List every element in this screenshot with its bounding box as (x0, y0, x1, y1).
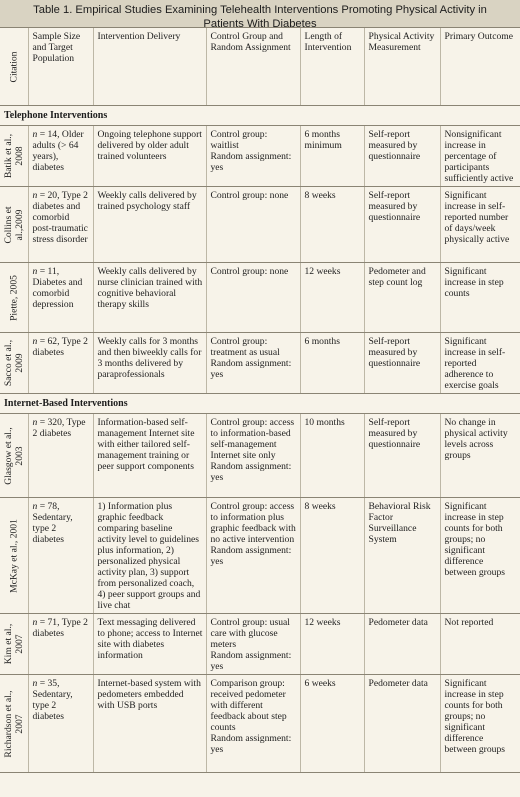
measurement-cell: Pedometer data (364, 675, 440, 773)
control-line: Control group: treatment as usual (210, 336, 280, 358)
sample-n: n (32, 617, 38, 628)
sample-text: = 35, Sedentary, type 2 diabetes (32, 678, 73, 722)
table-row (0, 675, 520, 773)
citation-text (3, 340, 25, 386)
control-line: Control group: usual care with glucose meters (210, 617, 290, 650)
sample-n: n (32, 336, 38, 347)
sample-text: = 62, Type 2 diabetes (32, 336, 88, 358)
measurement-cell: Pedometer and step count log (364, 263, 440, 333)
delivery-cell: Weekly calls delivered by trained psychology staff (93, 187, 206, 263)
citation-line: Collins et (2, 205, 14, 244)
citation-line: Glasgow et al., (2, 426, 14, 485)
sample-cell (28, 498, 93, 614)
sample-cell (28, 126, 93, 187)
sample-cell (28, 187, 93, 263)
delivery-cell: Weekly calls for 3 months and then biweekly calls for 3 months delivered by paraprofessionals (93, 333, 206, 394)
sample-text: = 78, Sedentary, type 2 diabetes (32, 501, 73, 545)
citation-text (3, 427, 25, 485)
sample-cell (28, 675, 93, 773)
citation-cell (0, 498, 28, 614)
measurement-cell: Self-report measured by questionnaire (364, 126, 440, 187)
sample-n: n (32, 266, 38, 277)
delivery-cell: Text messaging delivered to phone; access to Internet site with diabetes information (93, 614, 206, 675)
citation-text (8, 275, 19, 321)
length-cell: 6 weeks (300, 675, 364, 773)
citation-line: al.,2009 (13, 209, 25, 240)
control-line: Random assignment: yes (210, 151, 292, 173)
sample-n: n (32, 678, 38, 689)
outcome-cell: Significant increase in step counts (440, 263, 520, 333)
citation-cell (0, 414, 28, 498)
section-header-row (0, 106, 520, 126)
citation-line: 2007 (13, 634, 25, 654)
citation-line: Sacco et al., (2, 339, 14, 387)
control-line: Random assignment: yes (210, 461, 292, 483)
citation-line: Batik et al., (2, 133, 14, 179)
control-cell (206, 187, 300, 263)
citation-text (3, 206, 25, 243)
control-line: Control group: none (210, 266, 289, 277)
citation-cell (0, 187, 28, 263)
citation-line: 2007 (13, 713, 25, 734)
sample-cell (28, 614, 93, 675)
outcome-cell: Not reported (440, 614, 520, 675)
length-cell: 12 weeks (300, 614, 364, 675)
table-row (0, 414, 520, 498)
citation-text (8, 519, 19, 593)
outcome-cell: Significant increase in step counts for both groups; no significant difference between groups (440, 498, 520, 614)
control-line: Random assignment: yes (210, 358, 292, 380)
control-cell (206, 126, 300, 187)
header-sample: Sample Size and Target Population (28, 28, 93, 106)
sample-text: = 71, Type 2 diabetes (32, 617, 88, 639)
table-row (0, 187, 520, 263)
control-cell (206, 414, 300, 498)
table-row (0, 126, 520, 187)
citation-line: Piette, 2005 (8, 274, 20, 321)
length-cell: 8 weeks (300, 498, 364, 614)
control-line: Control group: waitlist (210, 129, 268, 151)
header-delivery: Intervention Delivery (93, 28, 206, 106)
outcome-cell: Significant increase in self-reported adherence to exercise goals (440, 333, 520, 394)
control-cell (206, 498, 300, 614)
header-outcome: Primary Outcome (440, 28, 520, 106)
citation-cell (0, 263, 28, 333)
length-cell: 6 months minimum (300, 126, 364, 187)
citation-cell (0, 333, 28, 394)
citation-cell (0, 126, 28, 187)
measurement-cell: Self-report measured by questionnaire (364, 187, 440, 263)
delivery-cell: Information-based self-management Internet site with either tailored self-management training or peer support components (93, 414, 206, 498)
citation-line: Richardson et al., (2, 689, 14, 758)
header-measurement: Physical Activity Measurement (364, 28, 440, 106)
citation-cell (0, 675, 28, 773)
control-cell (206, 675, 300, 773)
sample-cell (28, 414, 93, 498)
delivery-cell: Ongoing telephone support delivered by older adult trained volunteers (93, 126, 206, 187)
length-cell: 10 months (300, 414, 364, 498)
control-line: Comparison group: received pedometer with different feedback about step counts (210, 678, 287, 733)
citation-line: 2008 (13, 146, 25, 166)
sample-text: = 20, Type 2 diabetes and comorbid post-traumatic stress disorder (32, 190, 88, 245)
sample-n: n (32, 501, 38, 512)
sample-text: = 320, Type 2 diabetes (32, 417, 86, 439)
table-row (0, 333, 520, 394)
table-row (0, 614, 520, 675)
citation-line: 2003 (13, 445, 25, 466)
control-line: Random assignment: yes (210, 545, 292, 567)
measurement-cell: Self-report measured by questionnaire (364, 333, 440, 394)
sample-n: n (32, 190, 38, 201)
measurement-cell: Behavioral Risk Factor Surveillance System (364, 498, 440, 614)
header-length: Length of Intervention (300, 28, 364, 106)
length-cell: 6 months (300, 333, 364, 394)
control-line: Random assignment: yes (210, 650, 292, 672)
sample-text: = 14, Older adults (> 64 years), diabetes (32, 129, 84, 173)
header-control: Control Group and Random Assignment (206, 28, 300, 106)
table-title: Table 1. Empirical Studies Examining Telehealth Interventions Promoting Physical Activity in Patients With Diabetes (0, 0, 520, 28)
section-header-row (0, 394, 520, 414)
outcome-cell: No change in physical activity levels across groups (440, 414, 520, 498)
control-cell (206, 333, 300, 394)
table-row (0, 498, 520, 614)
citation-cell (0, 614, 28, 675)
outcome-cell: Nonsignificant increase in percentage of participants sufficiently active (440, 126, 520, 187)
sample-n: n (32, 129, 38, 140)
control-cell (206, 614, 300, 675)
outcome-cell: Significant increase in self-reported number of days/week physically active (440, 187, 520, 263)
citation-text (3, 624, 25, 665)
delivery-cell: Weekly calls delivered by nurse clinician trained with cognitive behavioral therapy skills (93, 263, 206, 333)
sample-cell (28, 263, 93, 333)
sample-cell (28, 333, 93, 394)
table-row (0, 263, 520, 333)
control-line: Control group: none (210, 190, 289, 201)
header-citation: Citation (0, 28, 28, 106)
citation-line: 2009 (13, 353, 25, 373)
sample-text: = 11, Diabetes and comorbid depression (32, 266, 83, 310)
citation-text (3, 690, 25, 757)
citation-line: McKay et al., 2001 (8, 518, 20, 593)
citation-line: Kim et al., (2, 623, 14, 665)
length-cell: 12 weeks (300, 263, 364, 333)
measurement-cell: Pedometer data (364, 614, 440, 675)
control-line: Random assignment: yes (210, 733, 292, 755)
control-cell (206, 263, 300, 333)
outcome-cell: Significant increase in step counts for both groups; no significant difference between groups (440, 675, 520, 773)
header-row (0, 28, 520, 106)
section-title: Telephone Interventions (0, 106, 520, 126)
delivery-cell: Internet-based system with pedometers embedded with USB ports (93, 675, 206, 773)
citation-text (3, 134, 25, 178)
delivery-cell: 1) Information plus graphic feedback comparing baseline activity level to guidelines plus information, 2) personalized physical activity plan, 3) support from personalized coach, 4) peer support groups and live chat (93, 498, 206, 614)
length-cell: 8 weeks (300, 187, 364, 263)
control-line: Control group: access to information plus graphic feedback with no active intervention (210, 501, 296, 545)
measurement-cell: Self-report measured by questionnaire (364, 414, 440, 498)
studies-table (0, 28, 520, 773)
section-title: Internet-Based Interventions (0, 394, 520, 414)
control-line: Control group: access to information-based self-management Internet site only (210, 417, 295, 461)
sample-n: n (32, 417, 38, 428)
